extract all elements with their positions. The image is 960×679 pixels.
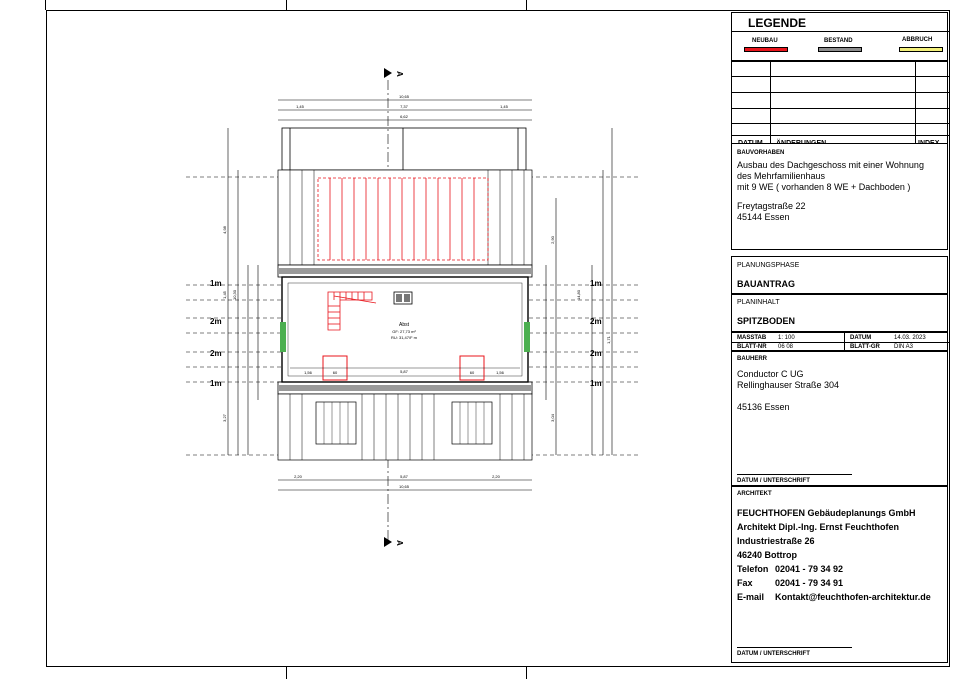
top-dim-middle: 7,37 bbox=[400, 104, 408, 109]
client-name: Conductor C UG bbox=[737, 369, 804, 379]
room-area: GF: 27,73 m² bbox=[392, 329, 416, 334]
svg-text:A: A bbox=[395, 71, 404, 77]
height-mark: 2m bbox=[210, 317, 222, 326]
height-mark: 2m bbox=[590, 317, 602, 326]
height-mark: 1m bbox=[210, 279, 222, 288]
section-marker-top bbox=[384, 68, 404, 78]
datum-label: DATUM bbox=[850, 335, 872, 341]
project-city: 45144 Essen bbox=[737, 212, 790, 222]
project-line: mit 9 WE ( vorhanden 8 WE + Dachboden ) bbox=[737, 182, 911, 192]
planning-phase-box bbox=[731, 256, 948, 294]
side-dim: 1,45 bbox=[222, 291, 227, 299]
inner-dim: 1,56 bbox=[304, 370, 312, 375]
bottom-dim-total: 10,65 bbox=[398, 484, 410, 489]
legend-abbruch-label: ABBRUCH bbox=[902, 37, 933, 43]
inner-dim: 1,56 bbox=[496, 370, 504, 375]
planning-phase-value: BAUANTRAG bbox=[737, 279, 795, 289]
height-mark: 1m bbox=[590, 279, 602, 288]
top-dim-total: 10,65 bbox=[398, 94, 410, 99]
architect-phone-label: Telefon bbox=[737, 564, 769, 574]
plan-content-value: SPITZBODEN bbox=[737, 316, 796, 326]
top-dim-right: 1,45 bbox=[500, 104, 508, 109]
architect-box bbox=[731, 486, 948, 663]
architect-line: 46240 Bottrop bbox=[737, 550, 798, 560]
datum-value: 14.03. 2023 bbox=[894, 335, 926, 341]
legend-box bbox=[731, 12, 948, 61]
project-line: Ausbau des Dachgeschoss mit einer Wohnung bbox=[737, 160, 924, 170]
client-street: Rellinghauser Straße 304 bbox=[737, 380, 840, 390]
side-dim: 3,27 bbox=[222, 414, 227, 422]
architect-line: Industriestraße 26 bbox=[737, 536, 815, 546]
planning-phase-label: PLANUNGSPHASE bbox=[737, 262, 800, 269]
floor-plan-drawing bbox=[180, 60, 650, 560]
architect-fax-label: Fax bbox=[737, 578, 753, 588]
plan-content-box bbox=[731, 294, 948, 332]
top-dim-inner: 6,62 bbox=[400, 114, 408, 119]
legend-bestand-label: BESTAND bbox=[824, 38, 853, 44]
side-dim: 4,98 bbox=[222, 226, 227, 234]
height-mark: 2m bbox=[590, 349, 602, 358]
architect-email-label: E-mail bbox=[737, 592, 765, 602]
side-dim: 10,30 bbox=[232, 289, 237, 301]
fold-mark bbox=[526, 667, 527, 679]
client-city: 45136 Essen bbox=[737, 402, 790, 412]
side-dim: 1,71 bbox=[606, 336, 611, 344]
architect-email: Kontakt@feuchthofen-architektur.de bbox=[775, 592, 931, 602]
inner-dim: 60 bbox=[469, 370, 475, 375]
fold-mark bbox=[526, 0, 527, 10]
fold-mark bbox=[45, 0, 46, 10]
inner-dim: 5,87 bbox=[400, 369, 408, 374]
legend-bestand-swatch bbox=[818, 47, 862, 52]
architect-fax: 02041 - 79 34 91 bbox=[775, 578, 844, 588]
side-dim: 2,90 bbox=[550, 236, 555, 244]
side-dim: 14,80 bbox=[576, 289, 581, 301]
project-line: des Mehrfamilienhaus bbox=[737, 171, 826, 181]
blatt-gr-value: DIN A3 bbox=[894, 344, 914, 350]
bottom-dim-right: 2,20 bbox=[492, 474, 500, 479]
project-street: Freytagstraße 22 bbox=[737, 201, 806, 211]
project-label: BAUVORHABEN bbox=[737, 150, 785, 156]
architect-label: ARCHITEKT bbox=[737, 491, 772, 497]
room-name: Abst bbox=[398, 322, 410, 328]
masstab-value: 1: 100 bbox=[778, 335, 795, 341]
blatt-nr-value: 06 08 bbox=[778, 344, 794, 350]
sheet-meta-box bbox=[731, 332, 948, 351]
top-dim-left: 1,45 bbox=[296, 104, 304, 109]
bottom-dim-left: 2,20 bbox=[294, 474, 302, 479]
legend-abbruch-swatch bbox=[899, 47, 943, 52]
client-signature-label: DATUM / UNTERSCHRIFT bbox=[737, 478, 810, 484]
fold-mark bbox=[286, 0, 287, 10]
legend-neubau-swatch bbox=[744, 47, 788, 52]
svg-text:A: A bbox=[395, 540, 404, 546]
masstab-label: MASSTAB bbox=[737, 335, 767, 341]
architect-phone: 02041 - 79 34 92 bbox=[775, 564, 844, 574]
blatt-nr-label: BLATT-NR bbox=[737, 344, 767, 350]
side-dim: 3,04 bbox=[550, 414, 555, 422]
project-box bbox=[731, 143, 948, 250]
client-label: BAUHERR bbox=[737, 356, 767, 362]
section-marker-bottom bbox=[384, 537, 404, 547]
height-mark: 2m bbox=[210, 349, 222, 358]
height-mark: 1m bbox=[210, 379, 222, 388]
legend-neubau-label: NEUBAU bbox=[752, 38, 778, 44]
architect-signature-label: DATUM / UNTERSCHRIFT bbox=[737, 651, 810, 657]
revisions-table bbox=[731, 61, 948, 150]
plan-content-label: PLANINHALT bbox=[737, 299, 780, 306]
fold-mark bbox=[286, 667, 287, 679]
height-mark: 1m bbox=[590, 379, 602, 388]
client-box bbox=[731, 351, 948, 486]
blatt-gr-label: BLATT-GR bbox=[850, 344, 880, 350]
architect-line: Architekt Dipl.-Ing. Ernst Feuchthofen bbox=[737, 522, 900, 532]
architect-line: FEUCHTHOFEN Gebäudeplanungs GmbH bbox=[737, 508, 916, 518]
title-block bbox=[731, 12, 948, 663]
bottom-dim-middle: 5,87 bbox=[400, 474, 408, 479]
inner-dim: 60 bbox=[332, 370, 338, 375]
legend-title: LEGENDE bbox=[748, 16, 807, 30]
room-volume: RU: 31,47/F m bbox=[390, 335, 418, 340]
